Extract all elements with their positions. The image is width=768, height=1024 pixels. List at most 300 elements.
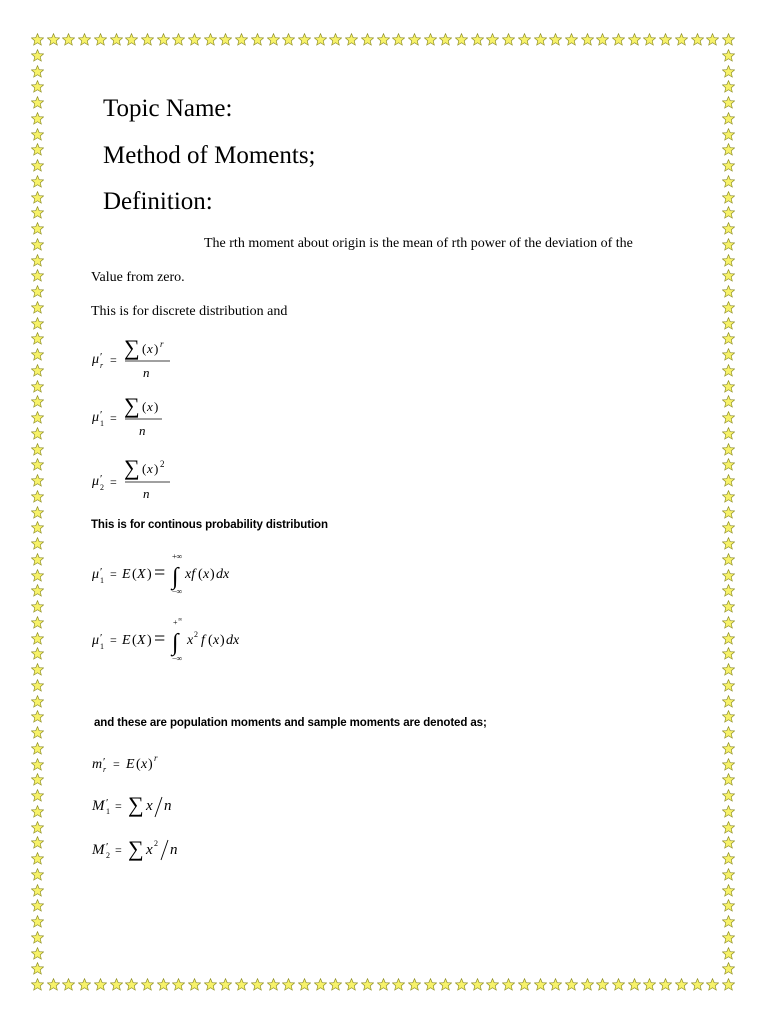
star-icon xyxy=(31,915,44,928)
star-icon xyxy=(722,254,735,267)
star-icon xyxy=(518,978,531,991)
star-icon xyxy=(31,348,44,361)
svg-text:=: = xyxy=(113,757,120,771)
star-icon xyxy=(691,33,704,46)
definition-label: Definition: xyxy=(103,188,213,215)
star-icon xyxy=(31,128,44,141)
star-icon xyxy=(31,159,44,172)
star-icon xyxy=(47,33,60,46)
star-icon xyxy=(31,411,44,424)
star-icon xyxy=(31,868,44,881)
star-icon xyxy=(235,978,248,991)
star-icon xyxy=(722,962,735,975)
star-icon xyxy=(78,33,91,46)
svg-text:=: = xyxy=(115,843,122,857)
star-icon xyxy=(722,553,735,566)
svg-text:f: f xyxy=(201,633,205,648)
star-icon xyxy=(722,789,735,802)
svg-text:): ) xyxy=(147,567,152,582)
star-icon xyxy=(282,978,295,991)
star-icon xyxy=(722,758,735,771)
star-icon xyxy=(31,474,44,487)
svg-text:2: 2 xyxy=(194,630,198,639)
star-icon xyxy=(722,506,735,519)
star-icon xyxy=(722,222,735,235)
star-icon xyxy=(361,978,374,991)
svg-text:1: 1 xyxy=(106,807,110,816)
star-icon xyxy=(31,962,44,975)
star-icon xyxy=(722,600,735,613)
star-icon xyxy=(408,978,421,991)
star-icon xyxy=(722,112,735,125)
star-icon xyxy=(31,836,44,849)
star-icon xyxy=(314,978,327,991)
equation-mu-r xyxy=(90,333,210,383)
star-icon xyxy=(110,33,123,46)
star-icon xyxy=(424,33,437,46)
star-icon xyxy=(722,868,735,881)
star-icon xyxy=(691,978,704,991)
star-icon xyxy=(94,33,107,46)
star-icon xyxy=(31,380,44,393)
star-icon xyxy=(31,553,44,566)
svg-text:): ) xyxy=(154,461,159,476)
star-icon xyxy=(235,33,248,46)
star-icon xyxy=(722,695,735,708)
star-icon xyxy=(377,33,390,46)
svg-text:(: ( xyxy=(132,633,137,648)
svg-text:xf: xf xyxy=(185,567,196,582)
star-icon xyxy=(392,978,405,991)
star-icon xyxy=(31,285,44,298)
star-icon xyxy=(722,411,735,424)
star-icon xyxy=(94,978,107,991)
star-icon xyxy=(267,33,280,46)
star-icon xyxy=(31,458,44,471)
star-icon xyxy=(31,616,44,629)
star-icon xyxy=(722,65,735,78)
star-icon xyxy=(534,33,547,46)
star-icon xyxy=(78,978,91,991)
discrete-intro: This is for discrete distribution and xyxy=(91,304,288,319)
svg-text:μ: μ xyxy=(92,474,100,489)
svg-text:∑: ∑ xyxy=(128,792,144,817)
svg-text:=: = xyxy=(110,567,117,581)
star-icon xyxy=(31,65,44,78)
svg-text:−∞: −∞ xyxy=(172,587,183,596)
star-icon xyxy=(722,80,735,93)
star-icon xyxy=(31,569,44,582)
svg-text:=: = xyxy=(110,475,117,489)
svg-text:(: ( xyxy=(142,399,147,414)
svg-text:dx: dx xyxy=(216,567,230,582)
svg-text:r: r xyxy=(154,753,158,763)
star-icon xyxy=(188,33,201,46)
star-icon xyxy=(31,710,44,723)
star-icon xyxy=(31,222,44,235)
star-icon xyxy=(722,899,735,912)
svg-text:x: x xyxy=(146,842,153,858)
svg-text:∑: ∑ xyxy=(128,836,144,861)
star-icon xyxy=(722,301,735,314)
svg-text:r: r xyxy=(100,361,104,370)
svg-text:1: 1 xyxy=(100,642,104,651)
star-icon xyxy=(172,978,185,991)
svg-text:+∞: +∞ xyxy=(172,552,183,561)
star-icon xyxy=(31,96,44,109)
star-icon xyxy=(722,458,735,471)
star-icon xyxy=(31,758,44,771)
svg-text:E: E xyxy=(126,757,135,772)
star-icon xyxy=(31,852,44,865)
svg-text:x: x xyxy=(147,461,153,476)
topic-label: Topic Name: xyxy=(103,95,233,122)
star-icon xyxy=(439,33,452,46)
star-icon xyxy=(722,206,735,219)
star-icon xyxy=(298,978,311,991)
star-icon xyxy=(471,33,484,46)
star-icon xyxy=(31,600,44,613)
star-icon xyxy=(31,521,44,534)
star-icon xyxy=(31,632,44,645)
definition-line-1: The rth moment about origin is the mean of rth power of the deviation of the xyxy=(204,236,633,251)
star-icon xyxy=(612,978,625,991)
star-icon xyxy=(31,789,44,802)
svg-text:2: 2 xyxy=(106,851,110,860)
svg-text:M: M xyxy=(92,798,105,814)
svg-text:n: n xyxy=(164,798,172,814)
star-icon xyxy=(31,175,44,188)
star-icon xyxy=(62,33,75,46)
svg-text:∑: ∑ xyxy=(124,335,140,360)
svg-text:′: ′ xyxy=(100,632,103,644)
svg-text:=: = xyxy=(110,411,117,425)
star-icon xyxy=(722,647,735,660)
svg-text:2: 2 xyxy=(154,839,158,848)
svg-text:): ) xyxy=(210,567,215,582)
star-icon xyxy=(157,33,170,46)
svg-text:x: x xyxy=(203,567,210,582)
svg-text:1: 1 xyxy=(100,419,104,428)
star-icon xyxy=(612,33,625,46)
star-icon xyxy=(172,33,185,46)
equation-continuous-mean xyxy=(90,551,260,599)
star-icon xyxy=(722,380,735,393)
star-icon xyxy=(722,49,735,62)
equation-sample-m2 xyxy=(90,834,200,864)
star-icon xyxy=(722,332,735,345)
svg-text:−∞: −∞ xyxy=(172,654,183,663)
star-icon xyxy=(31,191,44,204)
star-icon xyxy=(502,978,515,991)
svg-text:(: ( xyxy=(208,633,213,648)
star-icon xyxy=(377,978,390,991)
star-icon xyxy=(31,537,44,550)
svg-text:′: ′ xyxy=(100,473,103,485)
star-icon xyxy=(722,364,735,377)
svg-text:∫: ∫ xyxy=(172,564,179,590)
star-icon xyxy=(31,238,44,251)
svg-text:∫: ∫ xyxy=(172,630,179,656)
star-icon xyxy=(31,317,44,330)
star-icon xyxy=(675,978,688,991)
star-icon xyxy=(722,474,735,487)
svg-text:): ) xyxy=(154,341,159,356)
star-icon xyxy=(31,427,44,440)
star-icon xyxy=(31,506,44,519)
star-icon xyxy=(722,285,735,298)
star-icon xyxy=(722,269,735,282)
star-icon xyxy=(298,33,311,46)
star-icon xyxy=(204,978,217,991)
svg-text:∑: ∑ xyxy=(124,455,140,480)
star-icon xyxy=(722,96,735,109)
star-icon xyxy=(204,33,217,46)
equation-continuous-second xyxy=(90,615,270,665)
star-icon xyxy=(722,679,735,692)
star-icon xyxy=(722,490,735,503)
svg-text:=: = xyxy=(110,633,117,647)
star-icon xyxy=(565,33,578,46)
star-icon xyxy=(31,584,44,597)
svg-text:): ) xyxy=(148,757,153,772)
star-icon xyxy=(722,521,735,534)
star-icon xyxy=(722,348,735,361)
svg-text:E: E xyxy=(122,567,131,582)
svg-text:μ: μ xyxy=(92,633,100,648)
svg-text:x: x xyxy=(213,633,220,648)
star-icon xyxy=(722,821,735,834)
star-icon xyxy=(722,947,735,960)
star-icon xyxy=(439,978,452,991)
star-icon xyxy=(62,978,75,991)
star-icon xyxy=(706,33,719,46)
star-icon xyxy=(722,710,735,723)
svg-text:′: ′ xyxy=(106,841,109,853)
svg-text:∞: ∞ xyxy=(178,617,183,623)
equation-mu-1 xyxy=(90,391,210,441)
equation-sample-mr xyxy=(90,751,190,777)
star-icon xyxy=(110,978,123,991)
star-icon xyxy=(125,33,138,46)
svg-text:dx: dx xyxy=(226,633,240,648)
svg-text:r: r xyxy=(103,765,107,774)
svg-text:μ: μ xyxy=(92,352,100,367)
star-icon xyxy=(31,254,44,267)
star-icon xyxy=(251,33,264,46)
star-icon xyxy=(722,584,735,597)
star-icon xyxy=(31,269,44,282)
star-icon xyxy=(345,33,358,46)
star-icon xyxy=(157,978,170,991)
star-icon xyxy=(722,569,735,582)
star-icon xyxy=(455,33,468,46)
star-icon xyxy=(141,33,154,46)
svg-text:+: + xyxy=(173,618,178,627)
star-icon xyxy=(31,33,44,46)
star-icon xyxy=(31,726,44,739)
star-icon xyxy=(251,978,264,991)
star-icon xyxy=(31,899,44,912)
svg-text:x: x xyxy=(147,399,153,414)
star-icon xyxy=(31,80,44,93)
star-icon xyxy=(125,978,138,991)
topic-value: Method of Moments; xyxy=(103,142,316,169)
star-icon xyxy=(141,978,154,991)
star-icon xyxy=(722,128,735,141)
svg-text:(: ( xyxy=(142,341,147,356)
svg-text:′: ′ xyxy=(100,566,103,578)
svg-text:m: m xyxy=(92,757,103,772)
svg-text:n: n xyxy=(143,486,150,501)
svg-text:=: = xyxy=(154,562,166,584)
svg-text:): ) xyxy=(147,633,152,648)
continuous-intro: This is for continous probability distribution xyxy=(91,519,328,531)
svg-text:2: 2 xyxy=(100,483,104,492)
star-icon xyxy=(722,663,735,676)
star-icon xyxy=(31,695,44,708)
svg-text:M: M xyxy=(92,842,105,858)
svg-text:r: r xyxy=(160,339,164,349)
svg-text:′: ′ xyxy=(103,756,106,768)
svg-text:x: x xyxy=(141,757,148,772)
equation-mu-2 xyxy=(90,453,210,503)
svg-text:x: x xyxy=(187,633,194,648)
star-icon xyxy=(518,33,531,46)
star-icon xyxy=(549,33,562,46)
svg-text:X: X xyxy=(137,633,146,648)
star-icon xyxy=(722,726,735,739)
star-icon xyxy=(549,978,562,991)
star-icon xyxy=(471,978,484,991)
star-icon xyxy=(31,490,44,503)
star-icon xyxy=(329,978,342,991)
star-icon xyxy=(31,143,44,156)
svg-text:μ: μ xyxy=(92,567,100,582)
star-icon xyxy=(314,33,327,46)
star-icon xyxy=(219,978,232,991)
star-icon xyxy=(722,143,735,156)
star-icon xyxy=(722,884,735,897)
star-icon xyxy=(722,443,735,456)
svg-text:n: n xyxy=(170,842,178,858)
star-icon xyxy=(722,33,735,46)
svg-text:n: n xyxy=(139,423,146,438)
star-icon xyxy=(722,742,735,755)
svg-text:μ: μ xyxy=(92,410,100,425)
svg-text:X: X xyxy=(137,567,146,582)
star-icon xyxy=(722,159,735,172)
star-icon xyxy=(31,679,44,692)
star-icon xyxy=(31,395,44,408)
svg-text:=: = xyxy=(154,628,166,650)
star-icon xyxy=(628,978,641,991)
star-icon xyxy=(659,978,672,991)
star-icon xyxy=(31,443,44,456)
star-icon xyxy=(643,33,656,46)
star-icon xyxy=(722,978,735,991)
star-icon xyxy=(31,742,44,755)
star-icon xyxy=(675,33,688,46)
star-icon xyxy=(722,836,735,849)
star-icon xyxy=(565,978,578,991)
star-icon xyxy=(722,175,735,188)
svg-text:x: x xyxy=(147,341,153,356)
star-icon xyxy=(502,33,515,46)
svg-text:): ) xyxy=(154,399,159,414)
star-icon xyxy=(486,33,499,46)
star-icon xyxy=(219,33,232,46)
svg-text:∑: ∑ xyxy=(124,393,140,418)
star-icon xyxy=(31,821,44,834)
svg-text:(: ( xyxy=(142,461,147,476)
svg-text:(: ( xyxy=(198,567,203,582)
star-icon xyxy=(282,33,295,46)
svg-text:(: ( xyxy=(132,567,137,582)
star-icon xyxy=(722,537,735,550)
equation-sample-m1 xyxy=(90,791,200,821)
svg-text:′: ′ xyxy=(100,409,103,421)
star-icon xyxy=(722,616,735,629)
star-icon xyxy=(31,206,44,219)
svg-text:n: n xyxy=(143,365,150,380)
star-icon xyxy=(659,33,672,46)
star-icon xyxy=(31,884,44,897)
svg-text:1: 1 xyxy=(100,576,104,585)
star-icon xyxy=(722,395,735,408)
star-icon xyxy=(722,238,735,251)
svg-text:(: ( xyxy=(136,757,141,772)
star-icon xyxy=(31,364,44,377)
star-icon xyxy=(534,978,547,991)
star-icon xyxy=(424,978,437,991)
definition-line-2: Value from zero. xyxy=(91,270,185,285)
star-icon xyxy=(188,978,201,991)
star-icon xyxy=(722,191,735,204)
star-icon xyxy=(31,773,44,786)
svg-text:′: ′ xyxy=(106,797,109,809)
star-icon xyxy=(31,805,44,818)
svg-text:2: 2 xyxy=(160,459,165,469)
svg-text:′: ′ xyxy=(100,351,103,363)
svg-text:=: = xyxy=(110,353,117,367)
star-icon xyxy=(706,978,719,991)
star-icon xyxy=(31,947,44,960)
star-icon xyxy=(722,805,735,818)
svg-text:E: E xyxy=(122,633,131,648)
star-icon xyxy=(31,978,44,991)
star-icon xyxy=(643,978,656,991)
star-icon xyxy=(345,978,358,991)
star-icon xyxy=(329,33,342,46)
star-icon xyxy=(722,317,735,330)
star-icon xyxy=(392,33,405,46)
star-icon xyxy=(486,978,499,991)
star-icon xyxy=(722,427,735,440)
star-icon xyxy=(581,978,594,991)
star-icon xyxy=(722,632,735,645)
star-icon xyxy=(722,773,735,786)
sample-moments-intro: and these are population moments and sample moments are denoted as; xyxy=(94,717,487,729)
star-icon xyxy=(596,33,609,46)
star-icon xyxy=(722,931,735,944)
star-icon xyxy=(628,33,641,46)
star-icon xyxy=(361,33,374,46)
star-icon xyxy=(596,978,609,991)
star-icon xyxy=(267,978,280,991)
star-icon xyxy=(47,978,60,991)
star-icon xyxy=(31,332,44,345)
